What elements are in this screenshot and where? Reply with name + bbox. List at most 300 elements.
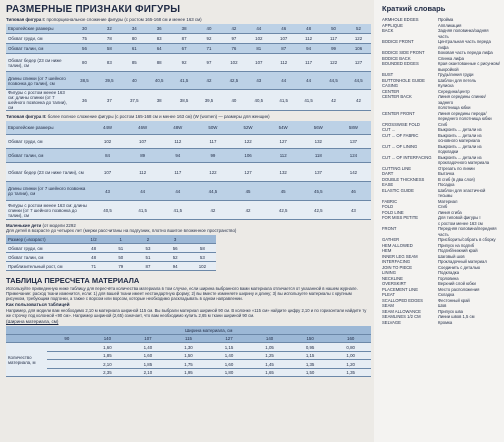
- table-cell: 50: [107, 253, 134, 262]
- term-russian: В сгиб (в два слоя): [438, 176, 475, 182]
- term-english: BODICE BACK: [382, 55, 411, 61]
- term-english: INTERFACING: [382, 259, 411, 264]
- header-label: Европейские размеры: [6, 24, 72, 34]
- table-cell: 112: [125, 163, 160, 182]
- term-english: SCALLOPED EDGES: [382, 297, 423, 303]
- table-cell: 41,5: [125, 201, 160, 220]
- term-english: ARMHOLE EDGES: [382, 17, 419, 22]
- dictionary-column: [374, 0, 504, 442]
- table-cell: 36: [72, 90, 97, 111]
- table-cell: 142: [336, 163, 371, 182]
- term-english: CROSSWISE FOLD: [382, 121, 420, 127]
- table-cell: 42: [321, 90, 346, 111]
- width-header: [6, 334, 47, 343]
- table-cell: 48: [80, 253, 107, 262]
- table-cell: 42,5: [266, 201, 301, 220]
- term-english: PLEAT: [382, 292, 395, 297]
- header-label: Размер (=возраст): [6, 235, 80, 244]
- table-cell: 1,60: [128, 351, 169, 360]
- table-cell: 102: [90, 135, 125, 149]
- table-cell: 1,80: [209, 368, 250, 377]
- table-cell: 53: [134, 244, 161, 253]
- table-cell: 67: [172, 44, 197, 54]
- term-russian: Складка: [438, 292, 455, 297]
- term-english: BACK: [382, 28, 394, 33]
- table-row: [6, 182, 371, 201]
- size-header: 3: [162, 235, 189, 244]
- dictionary-title: Краткий словарь: [382, 4, 446, 13]
- table-cell: 38: [147, 90, 172, 111]
- width-header: 160: [330, 334, 371, 343]
- table-cell: 1,05: [249, 343, 290, 352]
- term-russian: Передняя половина/передняя часть: [438, 226, 497, 237]
- size-header: 56W: [301, 121, 336, 135]
- term-english: LINING: [382, 270, 396, 275]
- width-header: 90: [47, 334, 88, 343]
- term-russian: Кромка: [438, 319, 453, 325]
- table-cell: 102: [189, 262, 216, 271]
- table-cell: 45: [266, 182, 301, 201]
- table-cell: 1,50: [168, 351, 209, 360]
- table-cell: 44,5: [321, 72, 346, 90]
- table-cell: 41,5: [172, 72, 197, 90]
- conversion-intro: Используйте приведенную ниже таблицу для пересчёта количества материала в том случае, если ширина выбранного вами материала отличается от указанной в нашем журнале. Примечание: расход ткани изменится, если: 1) для вашей ткани имеет нестандартную форму; 2) вы вместе изменяете ширину и длину; 3) вы используете материалы с крупным рисунком, требующим подгонки, а также с ворсом или ворсом, которые необходимо раскладывать в одном направлении.: [6, 286, 358, 302]
- left-column: [6, 4, 371, 442]
- table-cell: [47, 368, 88, 377]
- table-cell: 44: [271, 72, 296, 90]
- term-russian: Выкроить ... детали из: [438, 132, 482, 138]
- term-english: BUST: [382, 72, 394, 77]
- term-english: CUTTING LINE: [382, 165, 412, 171]
- table-cell: 137: [336, 135, 371, 149]
- table-cell: 89: [125, 149, 160, 163]
- row-label: Количество материала, м: [6, 343, 47, 377]
- table-cell: 52: [162, 253, 189, 262]
- term-russian: Выкроить ... детали из: [438, 143, 482, 149]
- term-russian: Линия середины спинки/заднего: [438, 94, 486, 105]
- width-header: 140: [249, 334, 290, 343]
- term-russian: Прокладочный материал: [438, 259, 487, 264]
- term-english: INNER LEG SEAM: [382, 253, 418, 259]
- table-header-row: [6, 235, 216, 244]
- dictionary-entry: [374, 320, 504, 326]
- table-cell: 58: [97, 44, 122, 54]
- table-cell: 39,5: [97, 72, 122, 90]
- term-russian: Припуск на подгиб: [438, 242, 475, 248]
- term-english: DOUBLE THICKNESS: [382, 176, 425, 182]
- size-header: 48: [296, 24, 321, 34]
- size-header: 50W: [195, 121, 230, 135]
- table-cell: 41,5: [296, 90, 321, 111]
- table-cell: 75: [72, 34, 97, 44]
- dictionary-entry: [374, 94, 504, 105]
- table-cell: 112: [296, 34, 321, 44]
- kids-caption: Маленькие дети (от модели 2292 Для детей в возрасте до четырех лет (мерки рассчитаны на подгузник, плотно вшитое вложенное пространство): [6, 223, 237, 233]
- table-cell: 80: [72, 54, 97, 72]
- table-cell: 51: [134, 253, 161, 262]
- table-cell: 87: [134, 262, 161, 271]
- term-russian: Припуск шва: [438, 308, 463, 314]
- table-cell: 1,60: [87, 343, 128, 352]
- term-english: EASE: [382, 182, 394, 187]
- term-russian: Сгиб: [438, 204, 448, 209]
- table-cell: 0,80: [330, 343, 371, 352]
- size-header: 1/2: [80, 235, 107, 244]
- term-english: FOLD LINE: [382, 209, 404, 215]
- table-row: [6, 54, 371, 72]
- table-cell: 87: [172, 34, 197, 44]
- term-english: SEAM ALLOWANCE: [382, 308, 421, 314]
- size-header: 38: [172, 24, 197, 34]
- table-cell: 1,40: [128, 343, 169, 352]
- size-header: 48W: [160, 121, 195, 135]
- term-russian: Шаговый шов: [438, 253, 465, 259]
- row-label: Длины спинки (от 7 шейного позвонка до талии), см: [6, 182, 90, 201]
- term-english: SEAM: [382, 303, 394, 308]
- table-cell: 1,30: [168, 343, 209, 352]
- term-russian: Шов: [438, 303, 447, 308]
- table-cell: 1,35: [290, 360, 331, 369]
- size-header: 46: [271, 24, 296, 34]
- term-russian: Вытачка: [438, 171, 455, 176]
- table-cell: 80: [122, 34, 147, 44]
- term-russian: Горловина: [438, 275, 459, 281]
- table-cell: 58: [189, 244, 216, 253]
- section-title-conversion: ТАБЛИЦА ПЕРЕСЧЕТА МАТЕРИАЛА: [6, 276, 140, 285]
- dictionary-entry: [374, 28, 504, 39]
- table-row: [6, 343, 371, 352]
- size-header: 46W: [125, 121, 160, 135]
- table-cell: 44: [160, 182, 195, 201]
- table-cell: 42: [195, 201, 230, 220]
- table-cell: 2,10: [128, 368, 169, 377]
- table-cell: 37: [97, 90, 122, 111]
- table-title-row: [6, 326, 371, 334]
- size-header: 34: [122, 24, 147, 34]
- term-english: CENTER FRONT: [382, 110, 415, 116]
- table-row: [6, 149, 371, 163]
- term-english: NECKLINE: [382, 275, 403, 281]
- table-cell: 112: [266, 149, 301, 163]
- table-cell: 56: [72, 44, 97, 54]
- table-title: Ширина материала, см: [47, 326, 371, 334]
- table-cell: 41,5: [160, 201, 195, 220]
- row-label: Длины спинки (от 7 шейного позвонка до талии), см: [6, 72, 72, 90]
- table-cell: 99: [195, 149, 230, 163]
- table-cell: 0,95: [290, 343, 331, 352]
- table-header-row: [6, 24, 371, 34]
- term-english: PLACEMENT LINE: [382, 286, 418, 292]
- table-cell: 1,95: [168, 368, 209, 377]
- table-cell: 42: [197, 72, 222, 90]
- table-cell: 94: [162, 262, 189, 271]
- table-cell: 106: [346, 44, 371, 54]
- table-cell: 2,35: [87, 368, 128, 377]
- term-russian: Материал: [438, 198, 458, 204]
- table-cell: 44: [296, 72, 321, 90]
- table-cell: 45: [231, 182, 266, 201]
- term-english: SEAMLINES 1/2 CM: [382, 314, 421, 319]
- term-english: FOLD: [382, 204, 394, 209]
- term-russian: Задняя половинка/задняя часть: [438, 28, 489, 39]
- table-cell: 107: [125, 135, 160, 149]
- table-cell: 127: [266, 135, 301, 149]
- size-header: 44W: [90, 121, 125, 135]
- table-row: [6, 244, 216, 253]
- table-cell: 107: [246, 54, 271, 72]
- table-row: [6, 262, 216, 271]
- table-cell: 39,5: [197, 90, 222, 111]
- term-english: DART: [382, 171, 394, 176]
- term-english: FRONT: [382, 226, 397, 231]
- table-cell: 107: [271, 34, 296, 44]
- table-cell: 81: [246, 44, 271, 54]
- row-label: Обхват бедер (23 см ниже талии), см: [6, 163, 90, 182]
- table-row: [6, 360, 371, 369]
- term-russian: Спинка лифа: [438, 55, 464, 61]
- table-cell: 97: [221, 34, 246, 44]
- table-row: [6, 368, 371, 377]
- how-to-use-title: Как пользоваться таблицей: [6, 302, 70, 308]
- size-header: 36: [147, 24, 172, 34]
- term-russian: Линии швов 1,5 см: [438, 314, 475, 319]
- table-cell: 45,5: [301, 182, 336, 201]
- fabric-conversion-table: [6, 326, 371, 377]
- term-russian: Посадка: [438, 182, 455, 187]
- row-label: Обхват груди, см: [6, 135, 90, 149]
- table-cell: 92: [197, 34, 222, 44]
- term-english: JOIN TO PIECE: [382, 264, 413, 270]
- table-row: [6, 72, 371, 90]
- type2-caption: Типовая фигура II: более полное сложение фигуры (с ростом 165-168 см и менее 163 см) (W (women) — размеры для женщин): [6, 114, 270, 119]
- table-cell: 1,20: [330, 360, 371, 369]
- table-cell: 43: [246, 72, 271, 90]
- table-cell: 1,15: [209, 343, 250, 352]
- dictionary-entry: [374, 188, 504, 199]
- size-header: 44: [246, 24, 271, 34]
- term-russian: Выкроить ... детали из: [438, 127, 482, 132]
- term-russian: выкройкой: [438, 66, 459, 72]
- section-title-figure-sizes: РАЗМЕРНЫЕ ПРИЗНАКИ ФИГУРЫ: [6, 4, 181, 15]
- table-cell: 124: [336, 149, 371, 163]
- table-row: [6, 163, 371, 182]
- table-cell: 107: [90, 163, 125, 182]
- kids-size-table: [6, 235, 216, 271]
- table-cell: [47, 360, 88, 369]
- size-header: 2: [134, 235, 161, 244]
- term-russian: подкладки: [438, 149, 459, 154]
- term-russian: Края окантованные с рисунком/: [438, 61, 500, 66]
- table-header-row: [6, 334, 371, 343]
- term-english: BODICE SIDE FRONT: [382, 50, 425, 55]
- size-header: 58W: [336, 121, 371, 135]
- size-header: 52: [346, 24, 371, 34]
- table-cell: 48: [80, 244, 107, 253]
- size-header: 52W: [231, 121, 266, 135]
- table-cell: [47, 351, 88, 360]
- row-label: Фигуры с ростом менее 163 см: длины спинки (от 7 шейного позвонка до талии), см: [6, 201, 90, 220]
- term-russian: Пройма: [438, 17, 454, 22]
- size-header: 42: [221, 24, 246, 34]
- table-cell: 2,10: [87, 360, 128, 369]
- table-cell: 79: [107, 262, 134, 271]
- table-cell: 40,5: [147, 72, 172, 90]
- term-english: OVERSKIRT: [382, 281, 407, 286]
- table-cell: 43: [336, 201, 371, 220]
- table-cell: 85: [122, 54, 147, 72]
- table-cell: 38,5: [72, 72, 97, 90]
- table-cell: 78: [97, 34, 122, 44]
- table-cell: 64: [147, 44, 172, 54]
- table-cell: 37,5: [122, 90, 147, 111]
- table-cell: 38,5: [172, 90, 197, 111]
- table-cell: 97: [197, 54, 222, 72]
- term-russian: Кулиска: [438, 83, 454, 88]
- row-label: Обхват бедер (23 см ниже талии), см: [6, 54, 72, 72]
- width-header: 107: [128, 334, 169, 343]
- table-row: [6, 201, 371, 220]
- table-cell: 117: [160, 163, 195, 182]
- table-cell: 83: [147, 34, 172, 44]
- table-row: [6, 34, 371, 44]
- table-cell: 137: [301, 163, 336, 182]
- table-row: [6, 253, 216, 262]
- table-cell: 1,75: [168, 360, 209, 369]
- term-russian: Линия середины переда/: [438, 110, 487, 116]
- term-russian: Фестонный край: [438, 297, 470, 303]
- row-label: Фигуры с ростом менее 163 см: длины спинки (от 7 шейного позвонка до талии), см: [6, 90, 72, 111]
- term-english: APPLIQUE: [382, 22, 403, 28]
- row-label: Приблизительный рост, см: [6, 262, 80, 271]
- table-cell: 42: [346, 90, 371, 111]
- dictionary-list: [374, 17, 504, 325]
- type2-size-table: [6, 121, 371, 220]
- table-cell: 117: [296, 54, 321, 72]
- size-header: 54W: [266, 121, 301, 135]
- table-cell: 99: [321, 44, 346, 54]
- table-cell: 102: [221, 54, 246, 72]
- term-russian: Верхний слой юбки: [438, 281, 476, 286]
- term-russian: прокладочного материала: [438, 160, 490, 165]
- table-cell: 94: [160, 149, 195, 163]
- term-russian: Присборить/собрать в сборку: [438, 237, 496, 242]
- width-header: 115: [168, 334, 209, 343]
- table-cell: 117: [321, 34, 346, 44]
- table-cell: 76: [221, 44, 246, 54]
- table-cell: 44,5: [346, 72, 371, 90]
- table-cell: 132: [266, 163, 301, 182]
- header-label: Европейские размеры: [6, 121, 90, 135]
- term-russian: Соединить с деталью: [438, 264, 481, 270]
- size-header: 32: [97, 24, 122, 34]
- table-cell: 42,5: [221, 72, 246, 90]
- term-russian: Подкладка: [438, 270, 460, 275]
- dictionary-entry: [374, 39, 504, 50]
- table-cell: 56: [162, 244, 189, 253]
- term-russian: Отрезать по линии: [438, 165, 475, 171]
- term-english: GATHER: [382, 237, 400, 242]
- table-cell: 71: [80, 262, 107, 271]
- type1-size-table: [6, 24, 371, 111]
- table-cell: 1,35: [330, 368, 371, 377]
- term-russian: Линия сгиба: [438, 209, 462, 215]
- term-english: SELVAGE: [382, 319, 401, 325]
- table-cell: 117: [195, 135, 230, 149]
- table-cell: 1,60: [209, 360, 250, 369]
- size-header: [189, 235, 216, 244]
- term-russian: Место расположения: [438, 286, 480, 292]
- term-english: BUTTONHOLE GUIDE: [382, 77, 425, 83]
- table-cell: 83: [97, 54, 122, 72]
- table-cell: 61: [122, 44, 147, 54]
- table-cell: 1,65: [249, 368, 290, 377]
- term-russian: Шаблон для петель: [438, 77, 477, 83]
- table-cell: 41,5: [271, 90, 296, 111]
- row-label: Обхват талии, см: [6, 44, 72, 54]
- size-header: 30: [72, 24, 97, 34]
- term-russian: Для типовой фигуры I: [438, 215, 481, 220]
- table-row: [6, 351, 371, 360]
- table-row: [6, 135, 371, 149]
- row-label: Обхват талии, см: [6, 253, 80, 262]
- table-cell: 122: [346, 34, 371, 44]
- table-cell: 106: [231, 149, 266, 163]
- term-english: CUT ... OF INTERFACING: [382, 154, 432, 160]
- table-cell: 40,5: [90, 201, 125, 220]
- table-cell: 132: [301, 135, 336, 149]
- term-english: CUT ...: [382, 127, 396, 132]
- term-russian: Середина/центр: [438, 88, 470, 94]
- width-header: 140: [87, 334, 128, 343]
- table-cell: 1,40: [209, 351, 250, 360]
- table-cell: 1,50: [290, 368, 331, 377]
- table-cell: 94: [296, 44, 321, 54]
- table-cell: 43: [90, 182, 125, 201]
- width-header: 150: [290, 334, 331, 343]
- table-cell: 40: [122, 72, 147, 90]
- table-cell: 102: [246, 34, 271, 44]
- row-label: Обхват груди, см: [6, 34, 72, 44]
- table-cell: 122: [195, 163, 230, 182]
- term-russian: Центральная часть переда лифа: [438, 39, 491, 50]
- table-cell: 42: [231, 201, 266, 220]
- table-cell: 44,5: [195, 182, 230, 201]
- table-cell: 71: [197, 44, 222, 54]
- term-russian: Выкроить ... детали из: [438, 154, 482, 160]
- term-english: CASING: [382, 83, 399, 88]
- table-cell: 1,85: [87, 351, 128, 360]
- type1-caption: Типовая фигура I: пропорциональное сложение фигуры (с ростом 165-168 см и менее 163 см): [6, 17, 202, 22]
- row-label: Обхват талии, см: [6, 149, 90, 163]
- term-english: CENTER: [382, 88, 400, 94]
- table-cell: 44: [125, 182, 160, 201]
- table-cell: 84: [90, 149, 125, 163]
- table-cell: 112: [160, 135, 195, 149]
- table-cell: 1,25: [249, 351, 290, 360]
- term-russian: Сгиб: [438, 121, 448, 127]
- conversion-example: Например, для модели вам необходимо 2,10 м материала шириной 115 см. Вы выбрали материал шириной 90 см. В колонке «115 см» найдите цифру 2,10 и по горизонтали найдите ту же строчку под колонкой «90 см». Например шириной (2,65) означает, что вам необходимо купить 2,65 м ткани шириной 90 см.: [6, 308, 367, 319]
- term-russian: Грудь/линия груди: [438, 72, 474, 77]
- table-cell: 40,5: [246, 90, 271, 111]
- table-cell: 53: [189, 253, 216, 262]
- dictionary-entry: [374, 226, 504, 237]
- table-cell: 122: [321, 54, 346, 72]
- table-cell: 87: [271, 44, 296, 54]
- table-cell: [47, 343, 88, 352]
- table-cell: 127: [231, 163, 266, 182]
- term-russian: Аппликация: [438, 22, 462, 28]
- blank: [6, 326, 47, 334]
